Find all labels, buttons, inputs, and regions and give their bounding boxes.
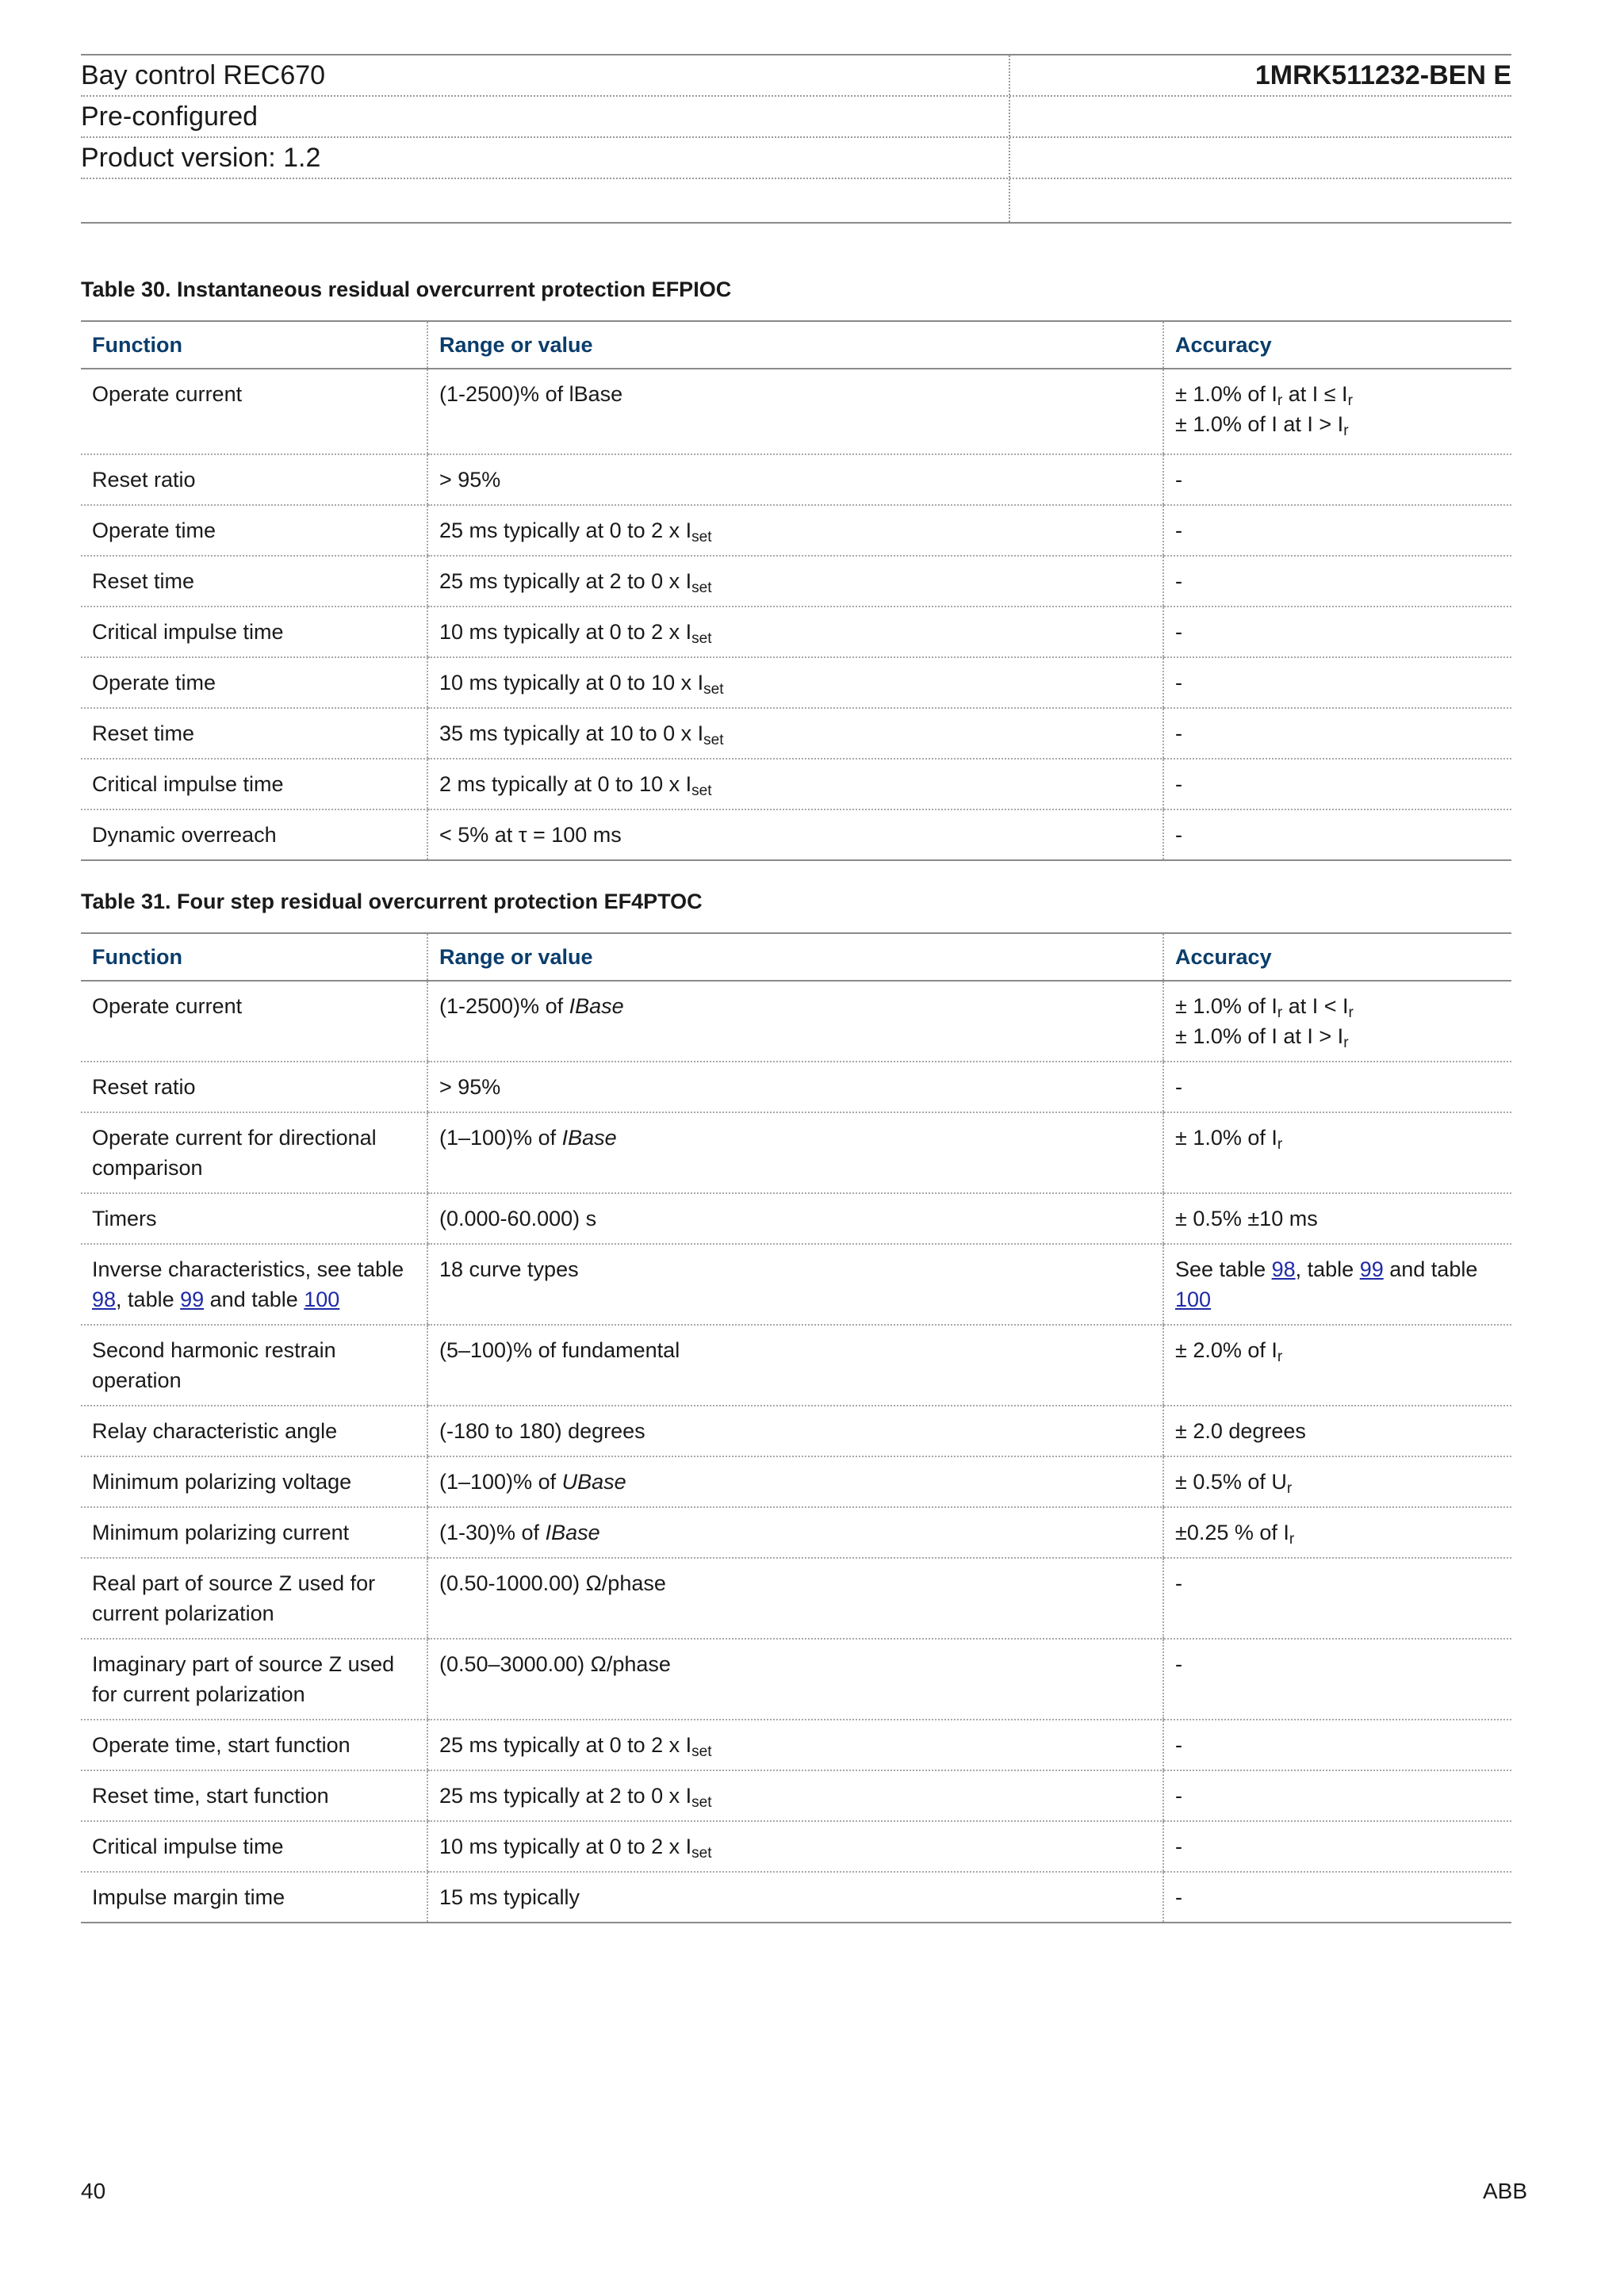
cell-function: Real part of source Z used for current polarization <box>81 1558 427 1639</box>
cell-accuracy: - <box>1163 1770 1511 1821</box>
cell-function: Second harmonic restrain operation <box>81 1325 427 1406</box>
cell-function: Inverse characteristics, see table 98, table 99 and table 100 <box>81 1244 427 1325</box>
product-title: Bay control REC670 <box>81 55 1010 95</box>
column-header: Range or value <box>427 933 1163 981</box>
cell-accuracy: - <box>1163 1062 1511 1112</box>
cell-accuracy: - <box>1163 1821 1511 1872</box>
cell-range: (0.50-1000.00) Ω/phase <box>427 1558 1163 1639</box>
table-30-caption: Table 30. Instantaneous residual overcurrent protection EFPIOC <box>81 277 732 301</box>
cell-function: Relay characteristic angle <box>81 1406 427 1456</box>
cell-function: Timers <box>81 1193 427 1244</box>
cell-function: Imaginary part of source Z used for current polarization <box>81 1639 427 1720</box>
column-header: Range or value <box>427 321 1163 369</box>
cell-accuracy: - <box>1163 809 1511 860</box>
cell-range: > 95% <box>427 1062 1163 1112</box>
table-row <box>81 759 1511 809</box>
cell-range: (1-2500)% of IBase <box>427 981 1163 1062</box>
cell-accuracy: See table 98, table 99 and table 100 <box>1163 1244 1511 1325</box>
cell-range: (1–100)% of UBase <box>427 1456 1163 1507</box>
cell-accuracy: - <box>1163 556 1511 607</box>
cell-accuracy: ± 2.0% of $I_r$ <box>1163 1325 1511 1406</box>
cell-function: Reset time <box>81 708 427 759</box>
cell-accuracy: ± 0.5% ±10 ms <box>1163 1193 1511 1244</box>
table-30 <box>81 320 1511 861</box>
document-id: 1MRK511232-BEN E <box>1254 60 1511 90</box>
cell-function: Operate current <box>81 981 427 1062</box>
cell-range: 25 ms typically at 2 to 0 x $I_{set}$ <box>427 1770 1163 1821</box>
document-header <box>81 54 1511 224</box>
cell-function: Operate time, start function <box>81 1720 427 1770</box>
link-table-100[interactable]: 100 <box>1175 1288 1212 1311</box>
column-header: Accuracy <box>1163 321 1511 369</box>
table-row <box>81 708 1511 759</box>
link-table-99[interactable]: 99 <box>180 1288 205 1311</box>
cell-range: 25 ms typically at 0 to 2 x $I_{set}$ <box>427 1720 1163 1770</box>
cell-range: (1-2500)% of lBase <box>427 369 1163 454</box>
cell-function: Minimum polarizing current <box>81 1507 427 1558</box>
table-row <box>81 454 1511 505</box>
column-header: Accuracy <box>1163 933 1511 981</box>
table-row <box>81 1062 1511 1112</box>
cell-function: Critical impulse time <box>81 607 427 657</box>
cell-function: Impulse margin time <box>81 1872 427 1923</box>
cell-range: > 95% <box>427 454 1163 505</box>
table-row <box>81 1244 1511 1325</box>
cell-range: 10 ms typically at 0 to 2 x $I_{set}$ <box>427 607 1163 657</box>
cell-function: Reset time, start function <box>81 1770 427 1821</box>
column-header: Function <box>81 933 427 981</box>
table-row <box>81 657 1511 708</box>
cell-accuracy: ± 1.0% of $I_r$ <box>1163 1112 1511 1193</box>
cell-function: Reset time <box>81 556 427 607</box>
cell-function: Operate current <box>81 369 427 454</box>
header-line-version: Product version: 1.2 <box>81 138 1010 178</box>
table-row <box>81 1112 1511 1193</box>
cell-range: (5–100)% of fundamental <box>427 1325 1163 1406</box>
table-row <box>81 1325 1511 1406</box>
cell-range: 10 ms typically at 0 to 2 x $I_{set}$ <box>427 1821 1163 1872</box>
table-31 <box>81 932 1511 1923</box>
page-number: 40 <box>81 2179 106 2203</box>
table-row <box>81 505 1511 556</box>
table-row <box>81 1872 1511 1923</box>
cell-range: 18 curve types <box>427 1244 1163 1325</box>
cell-range: (1-30)% of IBase <box>427 1507 1163 1558</box>
table-row <box>81 607 1511 657</box>
cell-accuracy: - <box>1163 454 1511 505</box>
table-row <box>81 1639 1511 1720</box>
cell-accuracy: - <box>1163 759 1511 809</box>
table-row <box>81 981 1511 1062</box>
cell-range: 25 ms typically at 0 to 2 x $I_{set}$ <box>427 505 1163 556</box>
cell-accuracy: ± 1.0% of $I_r$ at $I < I_r$ ± 1.0% of I at $I > I_r$ <box>1163 981 1511 1062</box>
cell-range: 2 ms typically at 0 to 10 x $I_{set}$ <box>427 759 1163 809</box>
cell-accuracy: - <box>1163 505 1511 556</box>
cell-accuracy: - <box>1163 657 1511 708</box>
cell-range: < 5% at τ = 100 ms <box>427 809 1163 860</box>
table-row <box>81 1558 1511 1639</box>
link-table-98[interactable]: 98 <box>92 1288 117 1311</box>
table-row <box>81 1406 1511 1456</box>
table-row <box>81 1507 1511 1558</box>
table-row <box>81 1456 1511 1507</box>
link-table-98[interactable]: 98 <box>1271 1257 1296 1281</box>
table-row <box>81 1821 1511 1872</box>
cell-accuracy: - <box>1163 1558 1511 1639</box>
table-row <box>81 369 1511 454</box>
cell-range: (1–100)% of IBase <box>427 1112 1163 1193</box>
cell-range: (0.000-60.000) s <box>427 1193 1163 1244</box>
cell-function: Reset ratio <box>81 1062 427 1112</box>
link-table-99[interactable]: 99 <box>1359 1257 1384 1281</box>
link-table-100[interactable]: 100 <box>304 1288 340 1311</box>
cell-function: Minimum polarizing voltage <box>81 1456 427 1507</box>
cell-accuracy: - <box>1163 1872 1511 1923</box>
brand-name: ABB <box>1482 2179 1527 2203</box>
table-row <box>81 809 1511 860</box>
table-row <box>81 1193 1511 1244</box>
cell-accuracy: - <box>1163 607 1511 657</box>
cell-function: Reset ratio <box>81 454 427 505</box>
cell-range: (-180 to 180) degrees <box>427 1406 1163 1456</box>
cell-range: 35 ms typically at 10 to 0 x $I_{set}$ <box>427 708 1163 759</box>
cell-function: Dynamic overreach <box>81 809 427 860</box>
cell-accuracy: - <box>1163 1639 1511 1720</box>
column-header: Function <box>81 321 427 369</box>
cell-accuracy: ± 0.5% of $U_r$ <box>1163 1456 1511 1507</box>
cell-accuracy: ±0.25 % of $I_r$ <box>1163 1507 1511 1558</box>
cell-function: Operate time <box>81 505 427 556</box>
cell-accuracy: - <box>1163 1720 1511 1770</box>
cell-range: 15 ms typically <box>427 1872 1163 1923</box>
cell-accuracy: ± 1.0% of $I_r$ at $I \le I_r$ ± 1.0% of I at $I > I_r$ <box>1163 369 1511 454</box>
table-row <box>81 556 1511 607</box>
table-31-caption: Table 31. Four step residual overcurrent protection EF4PTOC <box>81 890 703 913</box>
cell-accuracy: - <box>1163 708 1511 759</box>
cell-range: 25 ms typically at 2 to 0 x $I_{set}$ <box>427 556 1163 607</box>
header-line-preconfigured: Pre-configured <box>81 97 1010 136</box>
cell-function: Operate current for directional comparison <box>81 1112 427 1193</box>
cell-function: Critical impulse time <box>81 759 427 809</box>
table-row <box>81 1770 1511 1821</box>
cell-range: (0.50–3000.00) Ω/phase <box>427 1639 1163 1720</box>
cell-accuracy: ± 2.0 degrees <box>1163 1406 1511 1456</box>
cell-function: Operate time <box>81 657 427 708</box>
cell-range: 10 ms typically at 0 to 10 x $I_{set}$ <box>427 657 1163 708</box>
cell-function: Critical impulse time <box>81 1821 427 1872</box>
table-row <box>81 1720 1511 1770</box>
